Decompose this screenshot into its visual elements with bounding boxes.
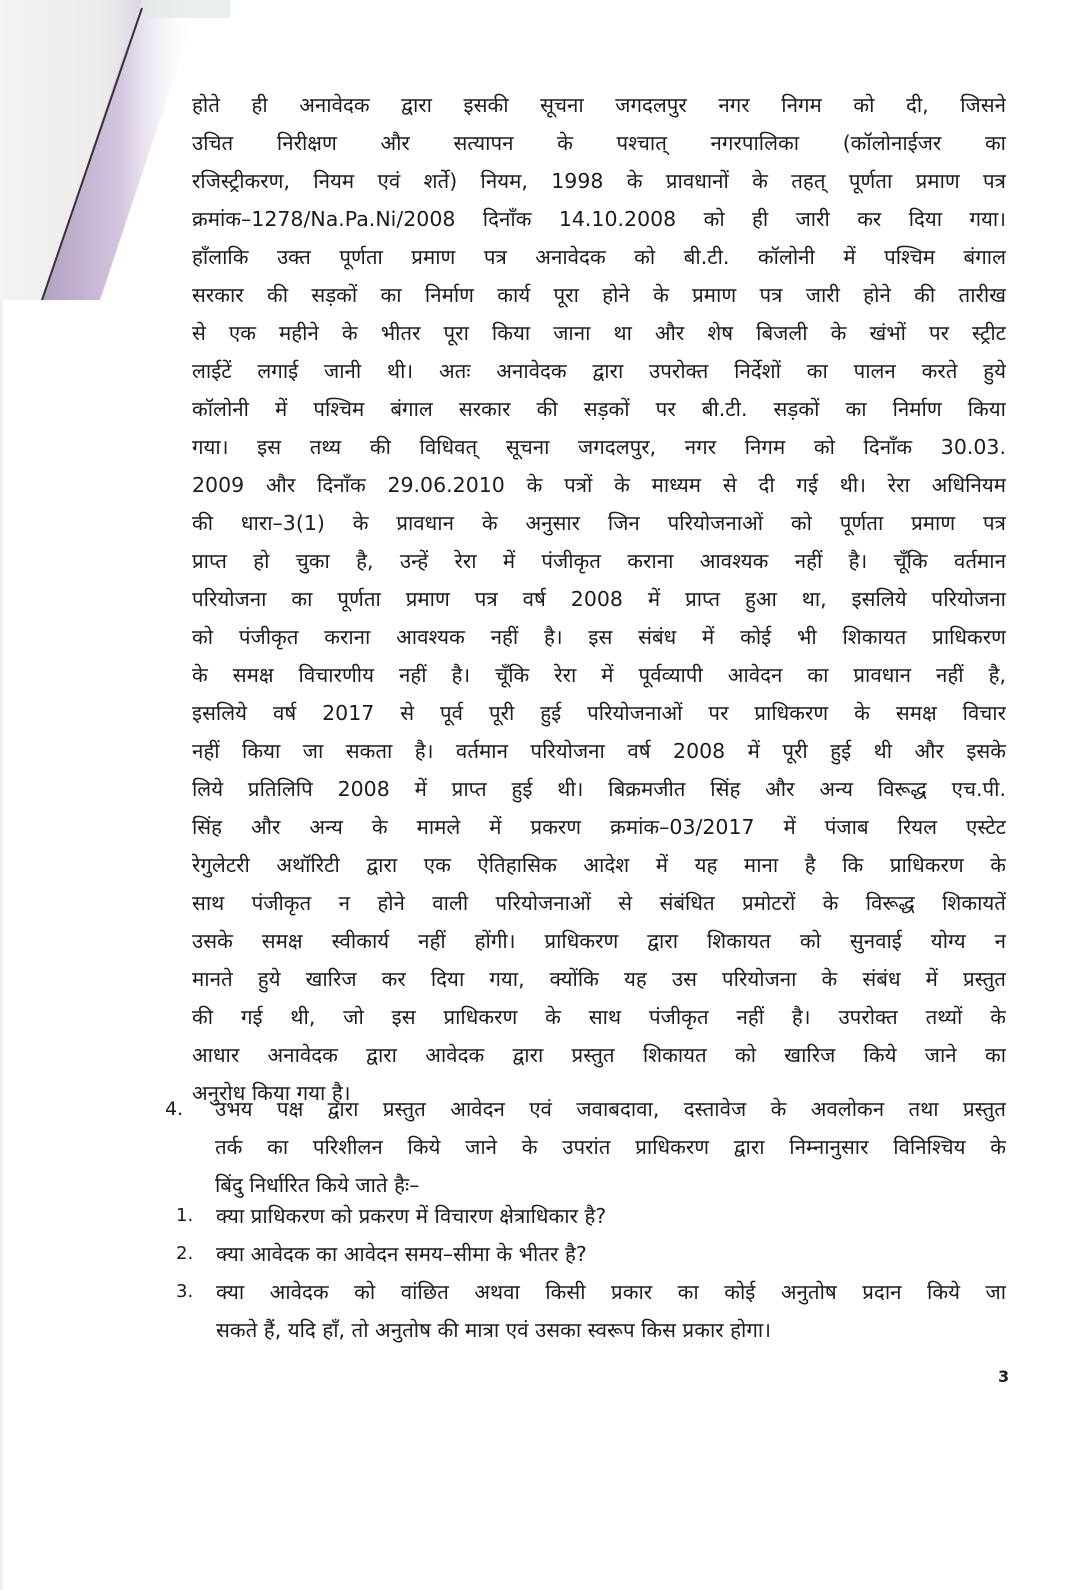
paragraph-4-line: उभय पक्ष द्वारा प्रस्तुत आवेदन एवं जवाबदावा, दस्तावेज के अवलोकन तथा प्रस्तुत [215, 1097, 1006, 1121]
text-line: से एक महीने के भीतर पूरा किया जाना था और शेष बिजली के खंभों पर स्ट्रीट [192, 321, 1006, 345]
text-line: लाईटें लगाई जानी थी। अतः अनावेदक द्वारा उपरोक्त निर्देशों का पालन करते हुये [192, 359, 1006, 383]
text-line: इसलिये वर्ष 2017 से पूर्व पूरी हुई परियोजनाओं पर प्राधिकरण के समक्ष विचार [192, 701, 1006, 725]
issue-number: 2. [176, 1243, 194, 1264]
issue-number: 1. [176, 1205, 194, 1226]
text-line: के समक्ष विचारणीय नहीं है। चूँकि रेरा में पूर्वव्यापी आवेदन का प्रावधान नहीं है, [192, 663, 1006, 687]
text-line: नहीं किया जा सकता है। वर्तमान परियोजना वर्ष 2008 में पूरी हुई थी और इसके [192, 739, 1006, 763]
text-line: को पंजीकृत कराना आवश्यक नहीं है। इस संबंध में कोई भी शिकायत प्राधिकरण [192, 625, 1006, 649]
paragraph-4-body [215, 1090, 1006, 1204]
text-line: गया। इस तथ्य की विधिवत् सूचना जगदलपुर, नगर निगम को दिनाँक 30.03. [192, 435, 1006, 459]
text-line: क्रमांक–1278/Na.Pa.Ni/2008 दिनाँक 14.10.2008 को ही जारी कर दिया गया। [192, 207, 1006, 231]
left-margin-strip [0, 300, 3, 1590]
text-line: होते ही अनावेदक द्वारा इसकी सूचना जगदलपुर नगर निगम को दी, जिसने [192, 93, 1006, 117]
issue-item [176, 1197, 1006, 1235]
text-line: रजिस्ट्रीकरण, नियम एवं शर्ते) नियम, 1998 के प्रावधानों के तहत् पूर्णता प्रमाण पत्र [192, 169, 1006, 193]
text-line: अनुरोध किया गया है। [192, 1081, 351, 1105]
text-line: कॉलोनी में पश्चिम बंगाल सरकार की सड़कों पर बी.टी. सड़कों का निर्माण किया [192, 397, 1006, 421]
text-line: प्राप्त हो चुका है, उन्हें रेरा में पंजीकृत कराना आवश्यक नहीं है। चूँकि वर्तमान [192, 549, 1006, 573]
corner-tint [142, 0, 230, 18]
text-line: लिये प्रतिलिपि 2008 में प्राप्त हुई थी। बिक्रमजीत सिंह और अन्य विरूद्ध एच.पी. [192, 777, 1006, 801]
issue-text: क्या प्राधिकरण को प्रकरण में विचारण क्षेत्राधिकार है? [216, 1204, 607, 1228]
issue-text: क्या आवेदक का आवेदन समय–सीमा के भीतर है? [216, 1242, 587, 1266]
issue-item [176, 1235, 1006, 1273]
text-line: की धारा–3(1) के प्रावधान के अनुसार जिन परियोजनाओं को पूर्णता प्रमाण पत्र [192, 511, 1006, 535]
text-line: उसके समक्ष स्वीकार्य नहीं होंगी। प्राधिकरण द्वारा शिकायत को सुनवाई योग्य न [192, 929, 1006, 953]
issue-text: सकते हैं, यदि हाँ, तो अनुतोष की मात्रा एवं उसका स्वरूप किस प्रकार होगा। [216, 1318, 771, 1342]
text-line: साथ पंजीकृत न होने वाली परियोजनाओं से संबंधित प्रमोटरों के विरूद्ध शिकायतें [192, 891, 1006, 915]
issue-number: 3. [176, 1281, 194, 1302]
text-line: की गई थी, जो इस प्राधिकरण के साथ पंजीकृत नहीं है। उपरोक्त तथ्यों के [192, 1005, 1006, 1029]
issues-list [176, 1197, 1006, 1349]
paragraph-4-line: तर्क का परिशीलन किये जाने के उपरांत प्राधिकरण द्वारा निम्नानुसार विनिश्चिय के [215, 1135, 1006, 1159]
text-line: मानते हुये खारिज कर दिया गया, क्योंकि यह उस परियोजना के संबंध में प्रस्तुत [192, 967, 1006, 991]
text-line: हाँलाकि उक्त पूर्णता प्रमाण पत्र अनावेदक को बी.टी. कॉलोनी में पश्चिम बंगाल [192, 245, 1006, 269]
issue-item [176, 1273, 1006, 1349]
paragraph-4-line: बिंदु निर्धारित किये जाते हैः– [215, 1173, 420, 1197]
page-number: 3 [998, 1367, 1010, 1386]
text-line: सिंह और अन्य के मामले में प्रकरण क्रमांक–03/2017 में पंजाब रियल एस्टेट [192, 815, 1006, 839]
continuation-paragraph [192, 86, 1006, 1112]
issue-text: क्या आवेदक को वांछित अथवा किसी प्रकार का कोई अनुतोष प्रदान किये जा [216, 1280, 1006, 1304]
text-line: 2009 और दिनाँक 29.06.2010 के पत्रों के माध्यम से दी गई थी। रेरा अधिनियम [192, 473, 1006, 497]
text-line: उचित निरीक्षण और सत्यापन के पश्चात् नगरपालिका (कॉलोनाईजर का [192, 131, 1006, 155]
text-line: परियोजना का पूर्णता प्रमाण पत्र वर्ष 2008 में प्राप्त हुआ था, इसलिये परियोजना [192, 587, 1006, 611]
text-line: रेगुलेटरी अथॉरिटी द्वारा एक ऐतिहासिक आदेश में यह माना है कि प्राधिकरण के [192, 853, 1006, 877]
text-line: सरकार की सड़कों का निर्माण कार्य पूरा होने के प्रमाण पत्र जारी होने की तारीख [192, 283, 1006, 307]
paragraph-4-number: 4. [165, 1098, 184, 1120]
text-line: आधार अनावेदक द्वारा आवेदक द्वारा प्रस्तुत शिकायत को खारिज किये जाने का [192, 1043, 1006, 1067]
